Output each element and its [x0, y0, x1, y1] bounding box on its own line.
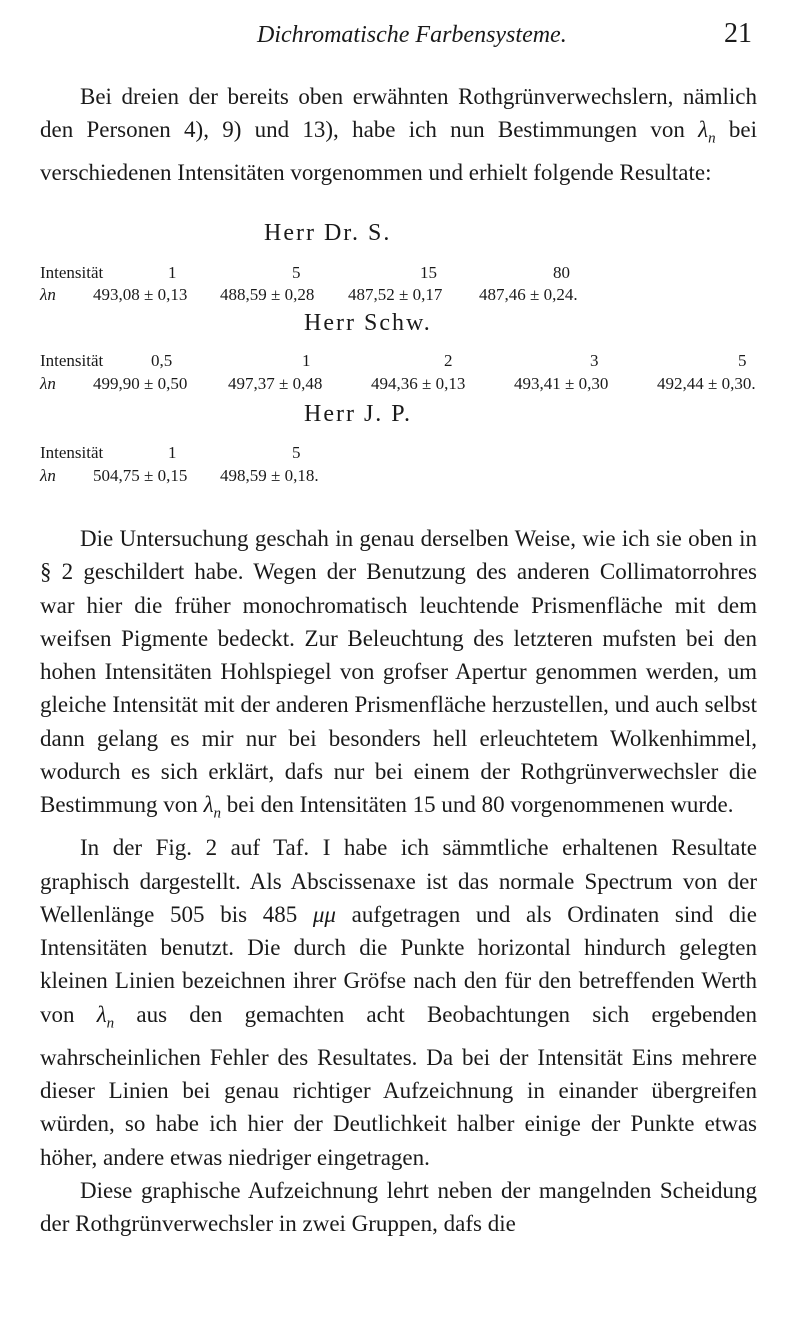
lambda-row [40, 374, 780, 396]
paragraph-figure [40, 831, 757, 1174]
intro-paragraph [40, 80, 757, 189]
lambda-value: 493,41 ± 0,30 [514, 374, 609, 393]
intensity-value: 3 [590, 351, 599, 370]
paragraph-text: Die Untersuchung geschah in genau derselben Weise, wie ich sie oben in § 2 geschildert habe. Wegen der Benutzung des anderen Collimatorrohres war hier die früher monochromatisch leuchtende Prismenfläche mit dem weifsen Pigmente bedeckt. Zur Beleuchtung des letzteren mufsten bei den hohen Intensitäten Hohlspiegel von grofser Apertur genommen werden, um gleiche Intensität mit der anderen Prismenfläche herzustellen, und auch selbst dann gelang es mir nur bei besonders hell erleuchtetem Wolkenhimmel, wodurch es sich erklärt, dafs nur bei einem der Rothgrünverwechsler die Bestimmung von [40, 526, 757, 818]
intensity-value: 1 [168, 263, 177, 282]
intensity-value: 0,5 [151, 351, 173, 370]
intro-text-start: Bei dreien der bereits oben erwähnten Rothgrünverwechslern, nämlich den Personen 4), 9) und 13), habe ich nun Bestimmungen von [40, 84, 757, 143]
intensity-value: 1 [302, 351, 311, 370]
lambda-symbol: $\lambda_n$ [96, 1001, 115, 1032]
intensity-value: 1 [168, 443, 177, 462]
lambda-value: 499,90 ± 0,50 [93, 374, 188, 393]
lambda-row [40, 466, 780, 488]
intensity-value: 5 [292, 263, 301, 282]
paragraph-conclusion [40, 1174, 757, 1241]
lambda-value: 487,46 ± 0,24. [479, 285, 578, 304]
person-heading: Herr J. P. [304, 401, 412, 427]
measurement-block-dr-s [40, 220, 780, 310]
intensity-value: 2 [444, 351, 453, 370]
person-heading: Herr Dr. S. [264, 220, 392, 246]
intensity-value: 80 [553, 263, 570, 282]
paragraph-method [40, 522, 757, 831]
measurement-block-schw [40, 310, 780, 400]
lambda-row [40, 285, 780, 307]
lambda-symbol: $\lambda_n$ [203, 792, 222, 822]
paragraph-text: aufgetragen und als Ordinaten sind die Intensitäten benutzt. Die durch die Punkte horizontal hindurch gelegten kleinen Linien bezeichnen ihrer Gröfse nach den für den betreffenden Werth von [40, 901, 757, 1027]
intensity-row [40, 443, 780, 465]
person-heading: Herr Schw. [304, 310, 432, 336]
intensity-label: Intensität [40, 443, 104, 462]
measurement-block-jp [40, 401, 780, 501]
lambda-value: 492,44 ± 0,30. [657, 374, 756, 393]
intensity-value: 5 [292, 443, 301, 462]
running-title: Dichromatische Farbensysteme. [257, 22, 567, 48]
lambda-value: 494,36 ± 0,13 [371, 374, 466, 393]
lambda-value: 497,37 ± 0,48 [228, 374, 323, 393]
intensity-label: Intensität [40, 351, 104, 370]
intensity-value: 5 [738, 351, 747, 370]
page-number: 21 [724, 18, 752, 49]
main-text [40, 522, 757, 1240]
paragraph-text: In der Fig. 2 auf Taf. I habe ich sämmtliche erhaltenen Resultate graphisch dargestellt. Als Abscissenaxe ist das normale Spectrum von der Wellenlänge 505 bis 485 [40, 835, 757, 927]
lambda-value: 498,59 ± 0,18. [220, 466, 319, 485]
lambda-label: λn [40, 466, 56, 485]
micro-micron-symbol: μμ [312, 901, 336, 927]
intro-text-end: bei verschiedenen Intensitäten vorgenommen und erhielt folgende Resultate: [40, 117, 758, 186]
lambda-value: 493,08 ± 0,13 [93, 285, 188, 304]
paragraph-text: Diese graphische Aufzeichnung lehrt neben der mangelnden Scheidung der Rothgrünverwechsler in zwei Gruppen, dafs die [40, 1177, 757, 1237]
intensity-label: Intensität [40, 263, 104, 282]
lambda-label: λn [40, 374, 56, 393]
intensity-row [40, 263, 780, 285]
lambda-value: 488,59 ± 0,28 [220, 285, 315, 304]
paragraph-text: bei den Intensitäten 15 und 80 vorgenommenen wurde. [226, 792, 734, 818]
lambda-symbol: $\lambda_n$ [698, 117, 716, 147]
intensity-row [40, 351, 780, 373]
intensity-value: 15 [420, 263, 437, 282]
running-head [0, 18, 800, 52]
lambda-label: λn [40, 285, 56, 304]
lambda-value: 487,52 ± 0,17 [348, 285, 443, 304]
paragraph-text: aus den gemachten acht Beobachtungen sich ergebenden wahrscheinlichen Fehler des Resultates. Da bei der Intensität Eins mehrere dieser Linien bei genau richtiger Aufzeichnung in einander übergreifen würden, so habe ich hier der Deutlichkeit halber einige der Punkte etwas höher, andere etwas niedriger eingetragen. [40, 1001, 758, 1170]
lambda-value: 504,75 ± 0,15 [93, 466, 188, 485]
